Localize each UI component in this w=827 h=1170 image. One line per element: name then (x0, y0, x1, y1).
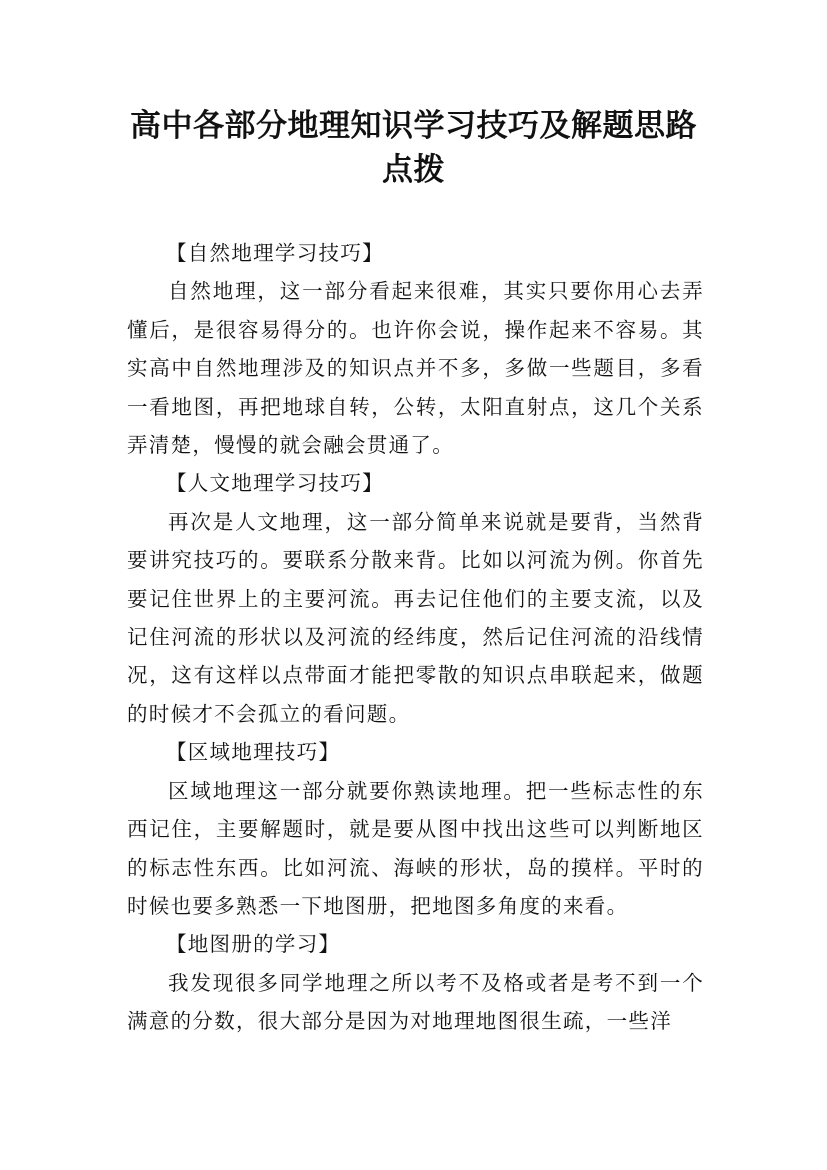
title-line-1: 高中各部分地理知识学习技巧及解题思路 (130, 108, 697, 144)
paragraph-atlas-study: 我发现很多同学地理之所以考不及格或者是考不到一个满意的分数，很大部分是因为对地理地图很生疏，一些洋 (127, 970, 704, 1034)
section-heading-physical-geography: 【自然地理学习技巧】 (165, 241, 384, 265)
document-body (127, 234, 704, 1041)
paragraph-human-geography: 再次是人文地理，这一部分简单来说就是要背，当然背要讲究技巧的。要联系分散来背。比如以河流为例。你首先要记住世界上的主要河流。再去记住他们的主要支流，以及记住河流的形状以及河流的经纬度，然后记住河流的沿线情况，这有这样以点带面才能把零散的知识点串联起来，做题的时候才不会孤立的看问题。 (127, 509, 704, 726)
section-heading-human-geography: 【人文地理学习技巧】 (165, 471, 384, 496)
paragraph-regional-geography: 区域地理这一部分就要你熟读地理。把一些标志性的东西记住，主要解题时，就是要从图中找出这些可以判断地区的标志性东西。比如河流、海峡的形状，岛的摸样。平时的时候也要多熟悉一下地图册，把地图多角度的来看。 (127, 778, 704, 918)
section-heading-atlas-study: 【地图册的学习】 (165, 932, 341, 957)
section-heading-regional-geography: 【区域地理技巧】 (165, 740, 341, 765)
paragraph-physical-geography: 自然地理，这一部分看起来很难，其实只要你用心去弄懂后，是很容易得分的。也许你会说，操作起来不容易。其实高中自然地理涉及的知识点并不多，多做一些题目，多看一看地图，再把地球自转，公转，太阳直射点，这几个关系弄清楚，慢慢的就会融会贯通了。 (127, 279, 704, 458)
document-title (100, 104, 727, 192)
title-line-2: 点拨 (382, 152, 445, 188)
